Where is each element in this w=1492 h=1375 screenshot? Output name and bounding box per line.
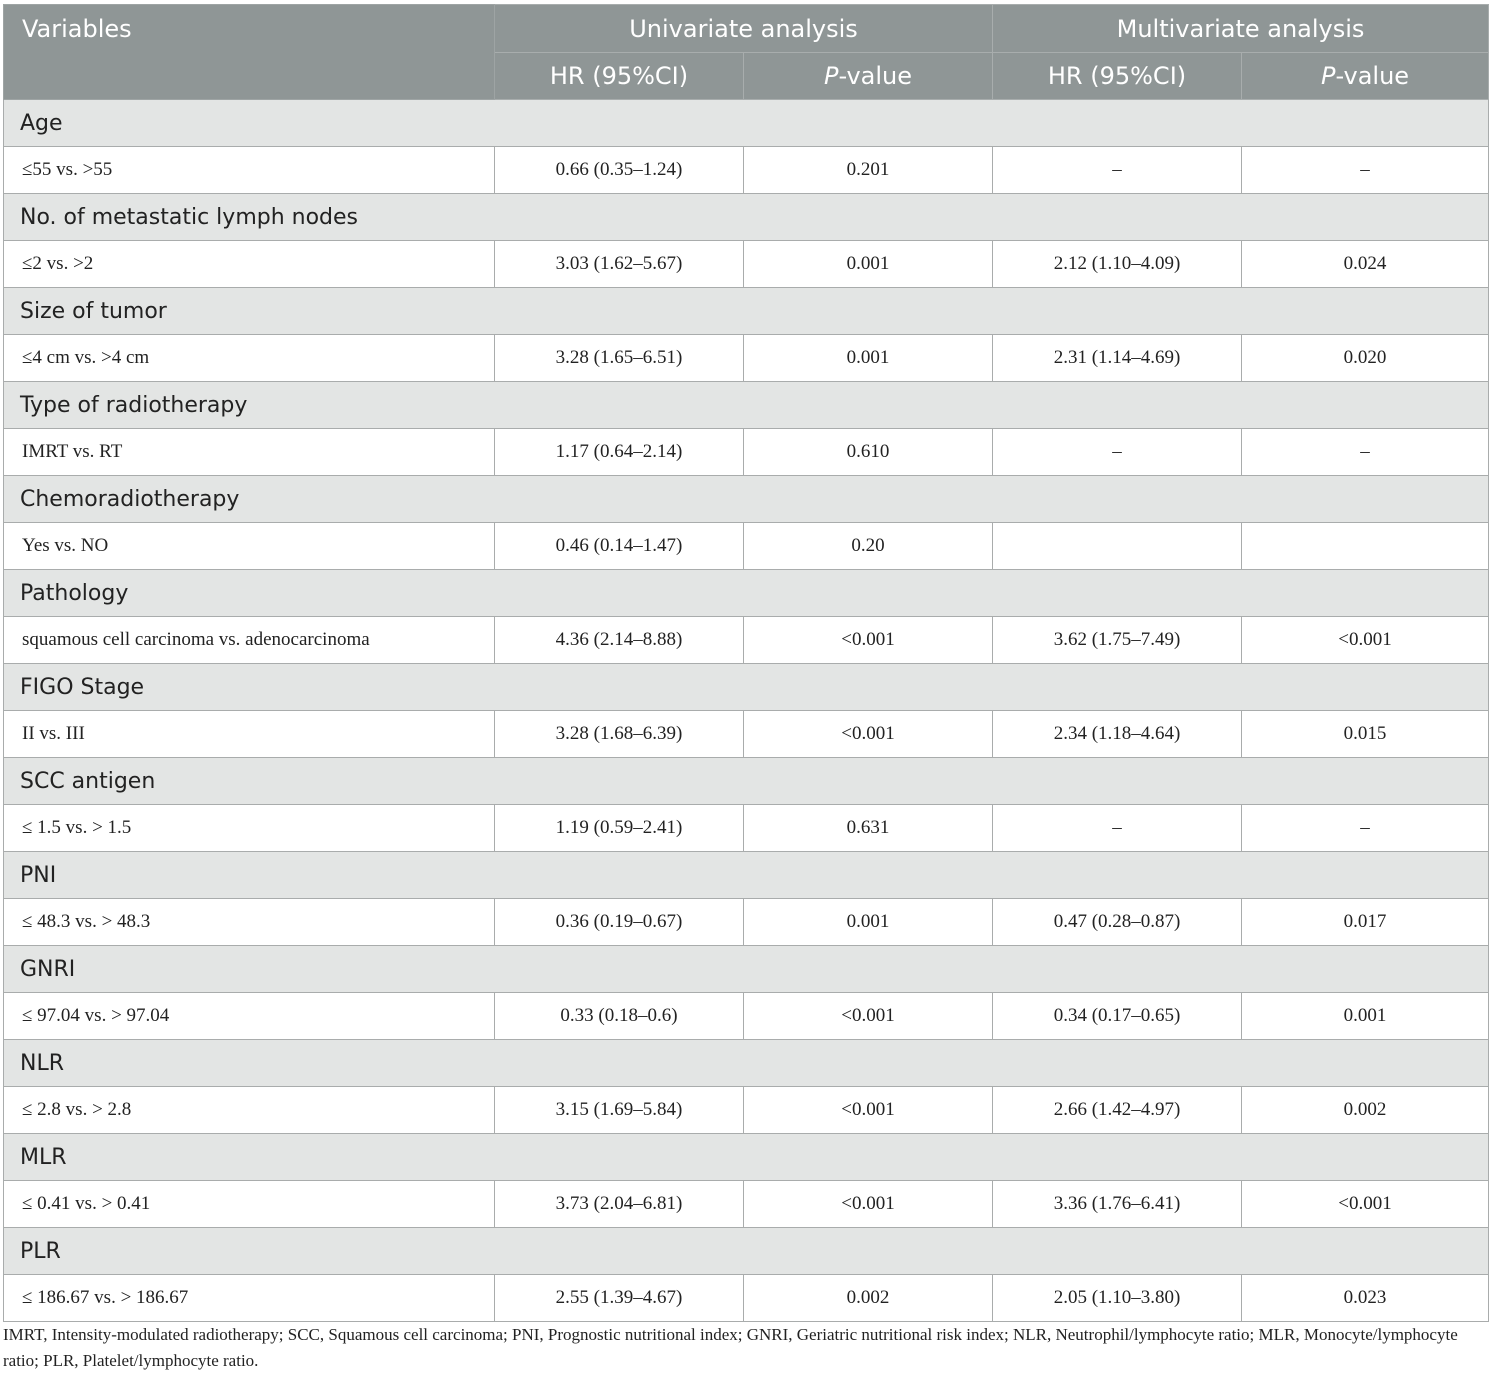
- univariate-p-cell: 0.201: [744, 147, 993, 194]
- univariate-p-cell: 0.001: [744, 899, 993, 946]
- univariate-hr-cell: 2.55 (1.39–4.67): [495, 1275, 744, 1322]
- comparison-cell: ≤ 1.5 vs. > 1.5: [4, 805, 495, 852]
- univariate-hr-cell: 1.19 (0.59–2.41): [495, 805, 744, 852]
- univariate-hr-cell: 1.17 (0.64–2.14): [495, 429, 744, 476]
- category-row: [4, 1134, 1489, 1181]
- category-row: [4, 100, 1489, 147]
- category-row: [4, 946, 1489, 993]
- multivariate-hr-cell: –: [993, 805, 1242, 852]
- category-row: [4, 570, 1489, 617]
- category-label: FIGO Stage: [4, 664, 1489, 711]
- comparison-cell: ≤ 0.41 vs. > 0.41: [4, 1181, 495, 1228]
- table-body: [4, 100, 1489, 1322]
- univariate-hr-cell: 3.03 (1.62–5.67): [495, 241, 744, 288]
- category-row: [4, 758, 1489, 805]
- category-label: No. of metastatic lymph nodes: [4, 194, 1489, 241]
- univariate-p-cell: 0.610: [744, 429, 993, 476]
- univariate-p-cell: 0.631: [744, 805, 993, 852]
- table-row: [4, 711, 1489, 758]
- category-row: [4, 476, 1489, 523]
- category-row: [4, 664, 1489, 711]
- table-row: [4, 523, 1489, 570]
- table-header: [4, 5, 1489, 100]
- table-row: [4, 993, 1489, 1040]
- header-multi-hr: HR (95%CI): [993, 53, 1242, 100]
- category-label: Type of radiotherapy: [4, 382, 1489, 429]
- comparison-cell: ≤ 2.8 vs. > 2.8: [4, 1087, 495, 1134]
- comparison-cell: ≤55 vs. >55: [4, 147, 495, 194]
- category-label: PLR: [4, 1228, 1489, 1275]
- univariate-p-cell: 0.001: [744, 335, 993, 382]
- multivariate-p-cell: [1242, 523, 1489, 570]
- table-row: [4, 1087, 1489, 1134]
- category-label: Size of tumor: [4, 288, 1489, 335]
- multivariate-hr-cell: –: [993, 147, 1242, 194]
- univariate-p-cell: <0.001: [744, 1087, 993, 1134]
- multivariate-hr-cell: 2.66 (1.42–4.97): [993, 1087, 1242, 1134]
- univariate-hr-cell: 4.36 (2.14–8.88): [495, 617, 744, 664]
- category-row: [4, 1228, 1489, 1275]
- univariate-hr-cell: 3.28 (1.68–6.39): [495, 711, 744, 758]
- category-label: Chemoradiotherapy: [4, 476, 1489, 523]
- multivariate-p-cell: 0.015: [1242, 711, 1489, 758]
- category-row: [4, 1040, 1489, 1087]
- category-label: Pathology: [4, 570, 1489, 617]
- univariate-p-cell: <0.001: [744, 993, 993, 1040]
- results-table: [3, 4, 1489, 1322]
- multivariate-p-cell: –: [1242, 429, 1489, 476]
- univariate-hr-cell: 3.28 (1.65–6.51): [495, 335, 744, 382]
- multivariate-p-cell: 0.020: [1242, 335, 1489, 382]
- multivariate-hr-cell: 0.34 (0.17–0.65): [993, 993, 1242, 1040]
- table-row: [4, 899, 1489, 946]
- table-row: [4, 1275, 1489, 1322]
- multivariate-hr-cell: –: [993, 429, 1242, 476]
- table-row: [4, 429, 1489, 476]
- multivariate-p-cell: –: [1242, 147, 1489, 194]
- multivariate-p-cell: 0.023: [1242, 1275, 1489, 1322]
- multivariate-hr-cell: 2.12 (1.10–4.09): [993, 241, 1242, 288]
- table-row: [4, 617, 1489, 664]
- multivariate-hr-cell: 3.62 (1.75–7.49): [993, 617, 1242, 664]
- header-multivariate: Multivariate analysis: [993, 5, 1489, 53]
- multivariate-hr-cell: 2.31 (1.14–4.69): [993, 335, 1242, 382]
- univariate-p-cell: 0.001: [744, 241, 993, 288]
- header-variables: Variables: [4, 5, 495, 100]
- header-uni-hr: HR (95%CI): [495, 53, 744, 100]
- p-italic: P: [1320, 62, 1336, 90]
- category-label: MLR: [4, 1134, 1489, 1181]
- table-footnote: IMRT, Intensity-modulated radiotherapy; SCC, Squamous cell carcinoma; PNI, Prognostic nutritional index; GNRI, Geriatric nutritional risk index; NLR, Neutrophil/lymphocyte ratio; MLR, Monocyte/lymphocyte ratio; PLR, Platelet/lymphocyte ratio.: [3, 1325, 1458, 1370]
- table-row: [4, 805, 1489, 852]
- univariate-hr-cell: 0.66 (0.35–1.24): [495, 147, 744, 194]
- multivariate-p-cell: <0.001: [1242, 1181, 1489, 1228]
- comparison-cell: ≤ 97.04 vs. > 97.04: [4, 993, 495, 1040]
- comparison-cell: ≤4 cm vs. >4 cm: [4, 335, 495, 382]
- category-row: [4, 288, 1489, 335]
- multivariate-p-cell: 0.024: [1242, 241, 1489, 288]
- multivariate-p-cell: 0.017: [1242, 899, 1489, 946]
- multivariate-hr-cell: 2.34 (1.18–4.64): [993, 711, 1242, 758]
- p-italic: P: [823, 62, 839, 90]
- univariate-p-cell: <0.001: [744, 711, 993, 758]
- category-label: NLR: [4, 1040, 1489, 1087]
- multivariate-hr-cell: [993, 523, 1242, 570]
- category-row: [4, 382, 1489, 429]
- category-row: [4, 194, 1489, 241]
- univariate-hr-cell: 0.33 (0.18–0.6): [495, 993, 744, 1040]
- multivariate-hr-cell: 2.05 (1.10–3.80): [993, 1275, 1242, 1322]
- comparison-cell: squamous cell carcinoma vs. adenocarcinoma: [4, 617, 495, 664]
- category-row: [4, 852, 1489, 899]
- univariate-hr-cell: 0.46 (0.14–1.47): [495, 523, 744, 570]
- univariate-hr-cell: 3.73 (2.04–6.81): [495, 1181, 744, 1228]
- header-uni-p: [744, 53, 993, 100]
- header-multi-p: [1242, 53, 1489, 100]
- multivariate-hr-cell: 3.36 (1.76–6.41): [993, 1181, 1242, 1228]
- category-label: PNI: [4, 852, 1489, 899]
- table-row: [4, 335, 1489, 382]
- univariate-p-cell: 0.20: [744, 523, 993, 570]
- multivariate-p-cell: 0.001: [1242, 993, 1489, 1040]
- comparison-cell: IMRT vs. RT: [4, 429, 495, 476]
- table-container: [3, 4, 1488, 1322]
- univariate-hr-cell: 0.36 (0.19–0.67): [495, 899, 744, 946]
- multivariate-hr-cell: 0.47 (0.28–0.87): [993, 899, 1242, 946]
- comparison-cell: II vs. III: [4, 711, 495, 758]
- comparison-cell: ≤ 48.3 vs. > 48.3: [4, 899, 495, 946]
- comparison-cell: Yes vs. NO: [4, 523, 495, 570]
- category-label: Age: [4, 100, 1489, 147]
- table-row: [4, 1181, 1489, 1228]
- header-univariate: Univariate analysis: [495, 5, 993, 53]
- table-row: [4, 241, 1489, 288]
- univariate-p-cell: <0.001: [744, 1181, 993, 1228]
- multivariate-p-cell: –: [1242, 805, 1489, 852]
- category-label: GNRI: [4, 946, 1489, 993]
- category-label: SCC antigen: [4, 758, 1489, 805]
- univariate-p-cell: 0.002: [744, 1275, 993, 1322]
- univariate-hr-cell: 3.15 (1.69–5.84): [495, 1087, 744, 1134]
- p-suffix: -value: [838, 62, 913, 90]
- p-suffix: -value: [1335, 62, 1410, 90]
- table-row: [4, 147, 1489, 194]
- comparison-cell: ≤2 vs. >2: [4, 241, 495, 288]
- univariate-p-cell: <0.001: [744, 617, 993, 664]
- comparison-cell: ≤ 186.67 vs. > 186.67: [4, 1275, 495, 1322]
- multivariate-p-cell: <0.001: [1242, 617, 1489, 664]
- multivariate-p-cell: 0.002: [1242, 1087, 1489, 1134]
